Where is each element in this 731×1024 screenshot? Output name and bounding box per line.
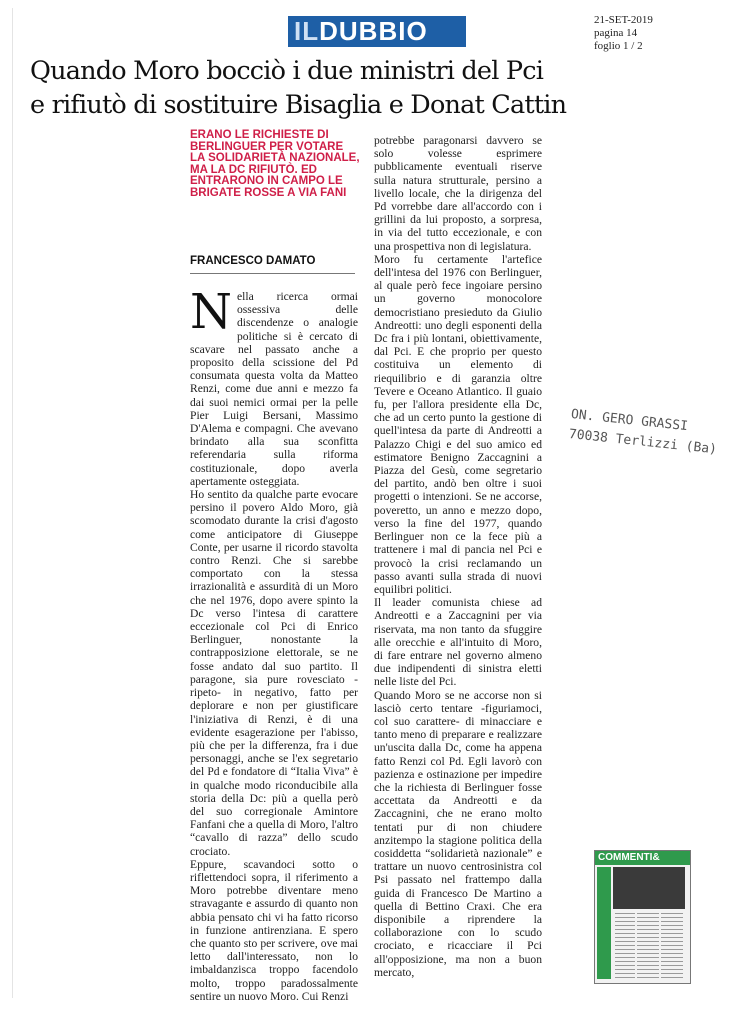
- drop-cap: N: [190, 284, 232, 340]
- article-column-left: [190, 284, 358, 1003]
- thumbnail-text-lines: [615, 913, 683, 979]
- headline-line-1: Quando Moro bocciò i due ministri del Pci: [30, 56, 544, 86]
- paragraph: Ho sentito da qualche parte evocare persino il povero Aldo Moro, già scomodato durante la crisi d'agosto come anticipatore di Giuseppe Conte, per usarne il ricordo stavolta contro Renzi. Che si sarebbe comportato con la stessa irrazionalità e assurdità di un Moro che nel 1976, dopo avere spinto la Dc verso l'intesa di carattere eccezionale col Pci di Enrico Berlinguer, nonostante la contrapposizione elettorale, se ne fosse andato dal suo partito. Il paragone, sia pure rovesciato -ripeto- in negativo, fatto per deplorare e non per giustificare l'iniziativa di Renzi, è di una evidente esagerazione per l'abisso, più che per la differenza, fra i due personaggi, anche se l'ex segretario del Pd e fondatore di “Italia Viva” è in qualche modo riconducibile alla storia della Dc: più a quella però del suo corregionale Amintore Fanfani che a quella di Moro, l'altro “cavallo di razza” dello scudo crociato.: [190, 488, 358, 858]
- article-kicker: ERANO LE RICHIESTE DI BERLINGUER PER VOTARE LA SOLIDARIETÀ NAZIONALE, MA LA DC RIFIUTÒ. ED ENTRARONO IN CAMPO LE BRIGATE ROSSE A VIA FANI: [190, 129, 360, 199]
- clipping-sheet: foglio 1 / 2: [594, 40, 643, 52]
- article-column-right: [374, 134, 542, 979]
- page-thumbnail: [594, 850, 691, 984]
- newspaper-logo: [288, 16, 466, 47]
- thumbnail-header: COMMENTI&: [595, 851, 690, 865]
- paragraph: Eppure, scavandoci sotto o riflettendoci sopra, il riferimento a Moro potrebbe diventare meno stravagante e assurdo di quanto non abbia pensato chi vi ha fatto ricorso in funzione antirenziana. E spero che quanto sto per scrivere, ove mai letto dall'interessato, non lo imbaldanzisca troppo facendolo molto, troppo paradossalmente sentire un nuovo Moro. Cui Renzi: [190, 857, 358, 1003]
- article-headline: [30, 54, 710, 122]
- paragraph: Moro fu certamente l'artefice dell'intesa del 1976 con Berlinguer, al quale però fece ingoiare persino un governo monocolore democristiano presieduto da Giulio Andreotti: uno degli esponenti della Dc fra i più lontani, obiettivamente, dal Pci. E che proprio per questo costituiva un elemento di riequilibrio e di garanzia oltre Tevere e Oceano Atlantico. Il guaio fu, per l'allora presidente ella Dc, che ad un certo punto la gestione di quell'intesa da parte di Andreotti a Palazzo Chigi e del suo amico ed estimatore Benigno Zaccagnini a Piazza del Gesù, come segretario del partito, andò ben oltre i suoi progetti o intenzioni. Se ne accorse, poveretto, un anno e mezzo dopo, verso la fine del 1977, quando Berlinguer non ce la fece più a trattenere i mal di pancia nel Pci e provocò la crisi reclamando un passo avanti sulla strada di nuovi equilibri politici.: [374, 252, 542, 596]
- paragraph: Quando Moro se ne accorse non si lasciò certo tentare -figuriamoci, col suo carattere- di minacciare e tanto meno di preparare e realizzare un'uscita dalla Dc, come ha appena fatto Renzi col Pd. Egli lavorò con pazienza e ostinazione per impedire che la richiesta di Berlinguer fosse accettata da Andreotti e da Zaccagnini, che ne erano molto tentati pur di non chiudere anzitempo la stagione politica della cosiddetta “solidarietà nazionale” e trattare un nuovo centrosinistra col Psi passato nel frattempo dalla guida di Francesco De Martino a quella di Bettino Craxi. Che era disponibile a riprendere la collaborazione con lo scudo crociato, e ricacciare il Pci all'opposizione, ma non a buon mercato,: [374, 688, 542, 979]
- thumbnail-photo: [613, 867, 685, 909]
- thumbnail-gutter: [635, 913, 637, 979]
- clipping-page: pagina 14: [594, 27, 638, 39]
- stamp-name: ON. GERO GRASSI: [570, 406, 689, 435]
- stamp-address: 70038 Terlizzi (Ba): [568, 426, 718, 458]
- paragraph: ella ricerca ormai ossessiva delle discendenze o analogie politiche si è cercato di scavare nel passato anche a proposito della scissione del Pd consumata questa volta da Matteo Renzi, come due anni e mezzo fa dai suoi nemici ormai per la pelle Pier Luigi Bersani, Massimo D'Alema e compagni. Che avevano brindato alla sua sconfitta referendaria sulla riforma costituzionale, dopo averla apertamente osteggiata.: [190, 290, 358, 488]
- logo-prefix: IL: [294, 16, 320, 46]
- thumbnail-gutter: [659, 913, 661, 979]
- byline-divider: [190, 273, 355, 274]
- thumbnail-sidebar: [597, 867, 611, 979]
- clipping-stamp: [594, 14, 704, 53]
- paragraph: Il leader comunista chiese ad Andreotti e a Zaccagnini per via riservata, ma non tanto da sfuggire alle orecchie e all'intuito di Moro, di fare entrare nel governo almeno due indipendenti di sinistra eletti nelle liste del Pci.: [374, 596, 542, 689]
- headline-line-2: e rifiutò di sostituire Bisaglia e Donat Cattin: [30, 90, 567, 120]
- article-byline: FRANCESCO DAMATO: [190, 255, 316, 267]
- logo-main: DUBBIO: [319, 16, 428, 46]
- paragraph: potrebbe paragonarsi davvero se solo volesse esprimere pubblicamente eventuali riserve sulla natura strutturale, persino a livello locale, che la dirigenza del Pd vorrebbe dare all'accordo con i grillini da lui proposto, a sorpresa, in via del tutto eccezionale, e con una prospettiva non di legislatura.: [374, 134, 542, 253]
- clipping-date: 21-SET-2019: [594, 14, 653, 26]
